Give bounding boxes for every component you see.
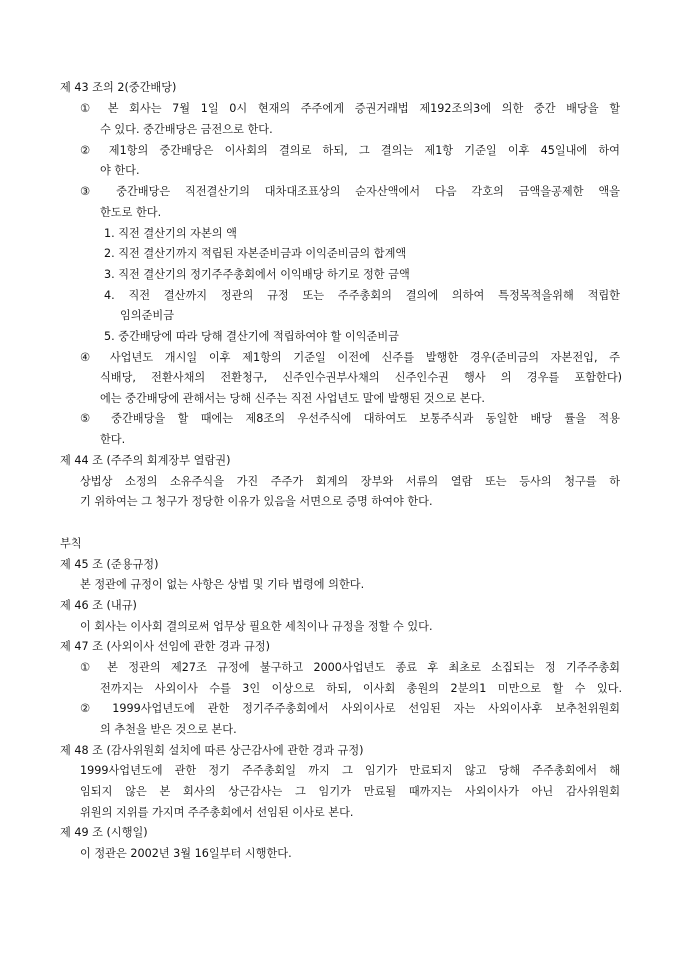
clause-text: 한도로 한다. — [100, 206, 162, 219]
clause-text: 전까지는 사외이사 수를 3인 이상으로 하되, 이사회 총원의 2분의1 미만으로 할 수 있다. — [100, 682, 622, 695]
subclause-text: 1. 직전 결산기의 자본의 액 — [104, 227, 237, 240]
article-text: 상법상 소정의 소유주식을 가진 주주가 회계의 장부와 서류의 열람 또는 등사의 청구를 하 — [80, 475, 620, 488]
article-heading: 제 49 조 (시행일) — [60, 826, 148, 839]
clause-text: 의 추천을 받은 것으로 본다. — [100, 723, 237, 736]
clause-text: ② 1999사업년도에 관한 정기주주총회에서 사외이사로 선임된 자는 사외이사후 보추천위원회 — [80, 702, 620, 715]
clause-text: ⑤ 중간배당을 할 때에는 제8조의 우선주식에 대하여도 보통주식과 동일한 배당 률을 적용 — [80, 412, 620, 425]
article-heading: 제 44 조 (주주의 회계장부 열람권) — [60, 454, 231, 467]
clause-text: ② 제1항의 중간배당은 이사회의 결의로 하되, 그 결의는 제1항 기준일 이후 45일내에 하여 — [80, 144, 620, 157]
article-text: 위원의 지위를 가지며 주주총회에서 선임된 이사로 본다. — [80, 806, 354, 819]
clause-text: ③ 중간배당은 직전결산기의 대차대조표상의 순자산액에서 다음 각호의 금액을공제한 액을 — [80, 185, 620, 198]
clause-text: 야 한다. — [100, 164, 140, 177]
article-heading: 제 45 조 (준용규정) — [60, 558, 159, 571]
subclause-text: 5. 중간배당에 따라 당해 결산기에 적립하여야 할 이익준비금 — [104, 330, 399, 343]
clause-text: 한다. — [100, 433, 126, 446]
article-text: 1999사업년도에 관한 정기 주주총회일 까지 그 임기가 만료되지 않고 당해 주주총회에서 해 — [80, 764, 620, 777]
appendix-title: 부칙 — [60, 537, 82, 550]
article-text: 임되지 않은 본 회사의 상근감사는 그 임기가 만료될 때까지는 사외이사가 아닌 감사위원회 — [80, 785, 620, 798]
article-text: 이 정관은 2002년 3월 16일부터 시행한다. — [80, 847, 292, 860]
clause-text: 식배당, 전환사채의 전환청구, 신주인수권부사채의 신주인수권 행사 의 경우를 포함한다) — [100, 371, 622, 384]
subclause-text: 2. 직전 결산기까지 적립된 자본준비금과 이익준비금의 합계액 — [104, 247, 407, 260]
clause-text: 수 있다. 중간배당은 금전으로 한다. — [100, 123, 273, 136]
clause-text: ① 본 정관의 제27조 규정에 불구하고 2000사업년도 종료 후 최초로 소집되는 정 기주주총회 — [80, 661, 620, 674]
article-heading: 제 43 조의 2(중간배당) — [60, 81, 177, 94]
article-heading: 제 46 조 (내규) — [60, 599, 137, 612]
article-text: 기 위하여는 그 청구가 정당한 이유가 있음을 서면으로 증명 하여야 한다. — [80, 495, 433, 508]
subclause-text: 4. 직전 결산까지 정관의 규정 또는 주주총회의 결의에 의하여 특정목적을위해 적립한 — [104, 289, 620, 302]
clause-text: ④ 사업년도 개시일 이후 제1항의 기준일 이전에 신주를 발행한 경우(준비금의 자본전입, 주 — [80, 351, 620, 364]
clause-text: ① 본 회사는 7월 1일 0시 현재의 주주에게 증권거래법 제192조의3에 의한 중간 배당을 할 — [80, 102, 620, 115]
clause-text: 에는 중간배당에 관해서는 당해 신주는 직전 사업년도 말에 발행된 것으로 본다. — [100, 392, 485, 405]
subclause-text: 임의준비금 — [120, 309, 175, 322]
subclause-text: 3. 직전 결산기의 정기주주총회에서 이익배당 하기로 정한 금액 — [104, 268, 410, 281]
article-heading: 제 48 조 (감사위원회 설치에 따른 상근감사에 관한 경과 규정) — [60, 744, 364, 757]
article-text: 이 회사는 이사회 결의로써 업무상 필요한 세칙이나 규정을 정할 수 있다. — [80, 620, 433, 633]
article-heading: 제 47 조 (사외이사 선임에 관한 경과 규정) — [60, 640, 270, 653]
article-text: 본 정관에 규정이 없는 사항은 상법 및 기타 법령에 의한다. — [80, 578, 365, 591]
